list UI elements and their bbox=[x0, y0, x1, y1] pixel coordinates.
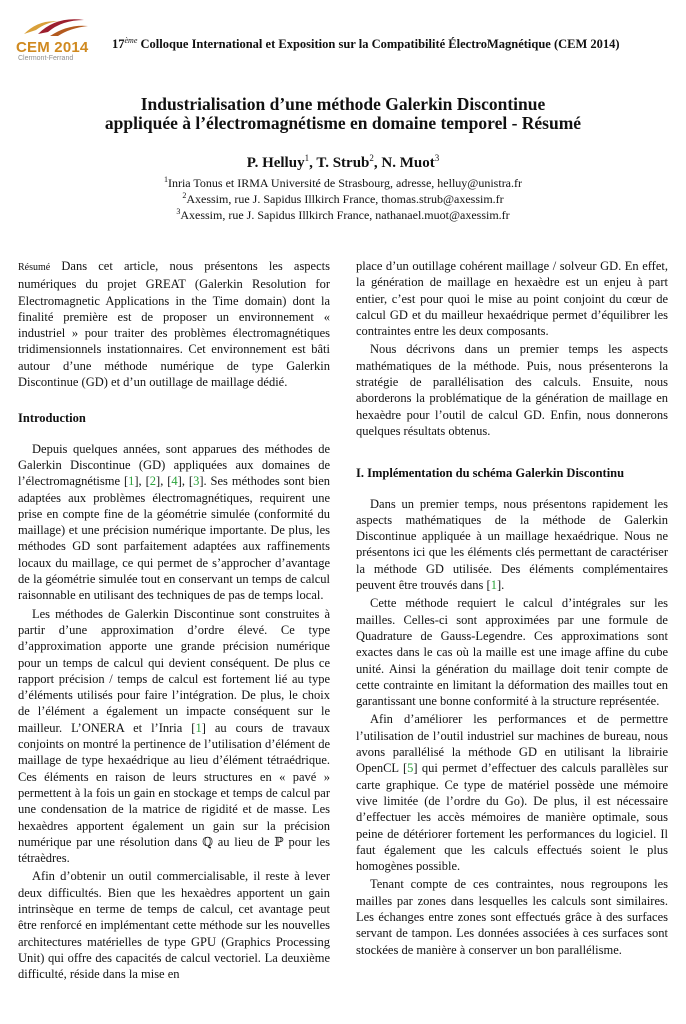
left-column bbox=[18, 258, 330, 982]
section-heading-introduction: Introduction bbox=[18, 411, 86, 426]
logo-subtext: Clermont-Ferrand bbox=[18, 55, 74, 62]
conference-logo bbox=[12, 14, 96, 64]
section1-paragraph-2: Cette méthode requiert le calcul d’intégrales sur les mailles. Celles-ci sont approximées par une formule de Quadrature de Gauss-Legendre. Ces approximations sont exactes dans le cas où la maille est une image affine du cube unité. Ainsi la génération du maillage doit tenir compte de cette contrainte en limitant la déformation des mailles tout en garantissant une bonne conformité à la structure représentée. bbox=[356, 596, 668, 709]
logo-swoosh-icon bbox=[20, 14, 90, 40]
citation-link[interactable]: 4 bbox=[171, 474, 178, 489]
section-heading-1: I. Implémentation du schéma Galerkin Discontinu bbox=[356, 466, 625, 481]
citation-link[interactable]: 2 bbox=[149, 474, 157, 489]
title-line-2: appliquée à l’électromagnétisme en domaine temporel - Résumé bbox=[104, 113, 582, 133]
conference-name: 17ème Colloque International et Exposition sur la Compatibilité ÉlectroMagnétique (CEM 2014) bbox=[112, 36, 620, 52]
section1-paragraph-4: Tenant compte de ces contraintes, nous regroupons les mailles par zones dans lesquelles les calculs sont similaires. Les échanges entre zones sont effectués grâce à des surfaces servant de tampon. Les données associées à ces surfaces sont stockées de manière à conserver un bon parallélisme. bbox=[356, 877, 668, 957]
citation-link[interactable]: 1 bbox=[128, 474, 135, 489]
citation-link[interactable]: 1 bbox=[490, 578, 497, 593]
citation-link[interactable]: 5 bbox=[407, 761, 414, 776]
section1-paragraph-1: Dans un premier temps, nous présentons rapidement les aspects mathématiques de la méthode de Galerkin Discontinue appliquée à un maillage hexaédrique. Nous ne présentons ici que les éléments clés permettant de caractériser la méthode GD utilisée. Des éléments complémentaires peuvent être trouvés dans [1]. bbox=[356, 496, 668, 593]
intro-paragraph-4: Nous décrivons dans un premier temps les aspects mathématiques de la méthode. Puis, nous présenterons la stratégie de parallélisation des calculs. Ensuite, nous aborderons la problématique de la génération de maillage en hexaèdre pour l’outil de calcul GD. Enfin, nous donnerons quelques résultats obtenus. bbox=[356, 342, 668, 438]
affiliation-2: $^2$Axessim, rue J. Sapidus Illkirch France, thomas.strub@axessim.fr bbox=[182, 191, 504, 206]
citation-link[interactable]: 3 bbox=[193, 474, 200, 489]
authors: P. Helluy$^1$, T. Strub$^2$, N. Muot$^3$ bbox=[246, 153, 440, 171]
intro-paragraph-2: Les méthodes de Galerkin Discontinue sont construites à partir d’une approximation d’ordre élevé. Ce type d’approximation apporte une grande précision numérique pour un temps de calcul qui devient conséquent. De plus ce rapport précision / temps de calcul est fortement lié au type d’éléments utilisés pour faire l’intégration. De plus, le choix de l’élément a également un impacte conséquent sur le mailleur. L’ONERA et l’Inria [1] au cours de travaux conjoints on montré la pertinence de l’utilisation d’élément de maillage de type hexaédrique au lieu d’élément tétraédrique. Ces éléments en raison de leurs structures en « pavé » permettent à la fois un gain en stockage et temps de calcul par une condensation de la matrice de rigidité et de masse. Les hexaèdres apportent également un gain sur la précision numérique par une résolution dans ℚ au lieu de ℙ pour les tétraèdres. bbox=[18, 606, 330, 866]
right-column bbox=[356, 258, 668, 958]
abstract-label: Résumé bbox=[18, 262, 51, 273]
paper-title bbox=[0, 95, 686, 133]
citation-link[interactable]: 1 bbox=[195, 720, 202, 735]
section1-paragraph-3: Afin d’améliorer les performances et de permettre l’utilisation de l’outil industriel sur machines de bureau, nous avons parallélisé la méthode GD en utilisant la librairie OpenCL [5] qui permet d’effectuer des calculs parallèles sur carte graphique. Ce type de matériel possède une mémoire vive limitée (de l’ordre du Go). De plus, il est nécessaire d’effectuer les accès mémoires de manière optimale, sous peine de détériorer fortement les performances du logiciel. Il faut également que les calculs effectués soient le plus homogènes possible. bbox=[356, 712, 669, 874]
abstract: Résumé Dans cet article, nous présentons les aspects numériques du projet GREAT (Galerkin Resolution for Electromagnetic Applications in the Time domain) dont la finalité première est de proposer un environnement « industriel » pour traiter des problèmes électromagnétiques tridimensionnels instationnaires. Cet environnement est bâti autour d’une méthode numérique de type Galerkin Discontinue (GD) et d’un outillage de maillage dédié. bbox=[18, 259, 330, 390]
title-line-1: Industrialisation d’une méthode Galerkin Discontinue bbox=[140, 94, 546, 114]
intro-paragraph-1: Depuis quelques années, sont apparues des méthodes de Galerkin Discontinue (GD) appliquées aux domaines de l’électromagnétisme [1], [2], [4], [3]. Ses méthodes sont bien adaptées aux problèmes électromagnétiques, requirent une prise en compte fine de la géométrie simulée (conformité du maillage) et une précision numérique importante. De plus, les méthodes GD sont parfaitement adaptées aux raffinements locaux du maillage, ce qui permet de s’approcher d’avantage de la géométrie simulée tout en conservant un temps de calcul raisonnable en utilisant des techniques de pas de temps local. bbox=[18, 441, 330, 603]
intro-paragraph-3: Afin d’obtenir un outil commercialisable, il reste à lever deux difficultés. Bien que les hexaèdres apportent un gain intrinsèque en terme de temps de calcul, cet avantage peut être renforcé en implémentant cette méthode sur les nouvelles architectures matérielles de type GPU (Graphics Processing Unit) qui offre des capacités de calcul vectoriel. La deuxième difficulté, réside dans la mise en bbox=[18, 869, 330, 982]
affiliation-1: $^1$Inria Tonus et IRMA Université de Strasbourg, adresse, helluy@unistra.fr bbox=[163, 175, 523, 190]
intro-paragraph-3-continued: place d’un outillage cohérent maillage / solveur GD. En effet, la génération de maillage en hexaèdre est un enjeu à part entier, c’est pour quoi le mise au point conjoint du cœur de calcul GD et du mailleur hexaédrique permet d’équilibrer les contraintes entre les deux composants. bbox=[356, 259, 668, 339]
logo-text: CEM 2014 bbox=[16, 39, 89, 56]
affiliation-3: $^3$Axessim, rue J. Sapidus Illkirch France, nathanael.muot@axessim.fr bbox=[176, 207, 510, 222]
